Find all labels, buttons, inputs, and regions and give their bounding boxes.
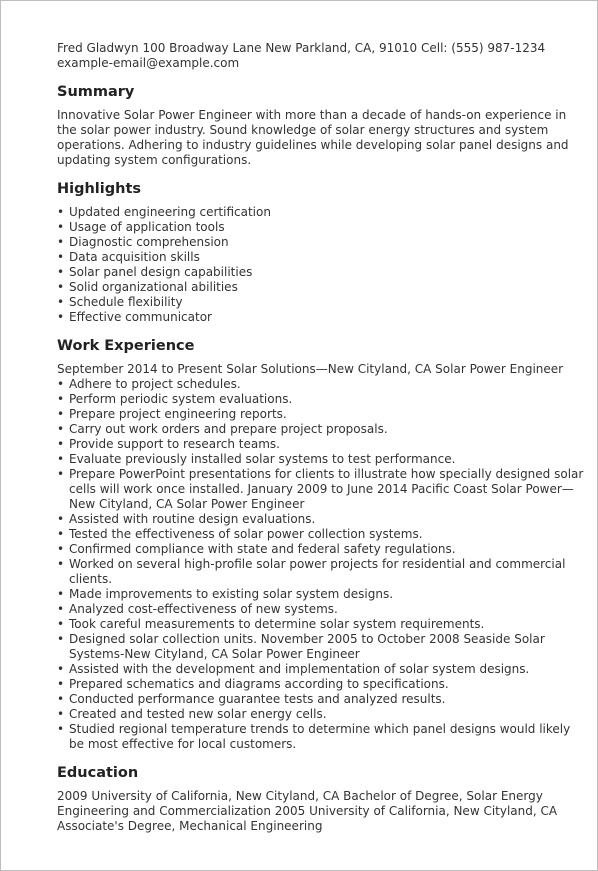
education-heading: Education [57, 765, 139, 781]
list-item: • Prepare PowerPoint presentations for clients to illustrate how specially designed solar cells will work once installed. January 2009 to June 2014 Pacific Coast Solar Power—New Cityland, CA Solar Power Engineer [57, 467, 585, 512]
list-item: • Assisted with routine design evaluations. [57, 512, 585, 527]
summary-text: Innovative Solar Power Engineer with more than a decade of hands-on experience in the solar power industry. Sound knowledge of solar energy structures and system operations. Adhering to industry guidelines while developing solar panel designs and updating system configurations. [57, 108, 569, 167]
list-item: • Provide support to research teams. [57, 437, 585, 452]
work-experience-heading: Work Experience [57, 338, 195, 354]
list-item: • Made improvements to existing solar system designs. [57, 587, 585, 602]
list-item: • Carry out work orders and prepare project proposals. [57, 422, 585, 437]
list-item: • Worked on several high-profile solar power projects for residential and commercial clients. [57, 557, 585, 587]
list-item: • Conducted performance guarantee tests and analyzed results. [57, 692, 585, 707]
education-text: 2009 University of California, New Cityland, CA Bachelor of Degree, Solar Energy Engineering and Commercialization 2005 University of California, New Cityland, CA Associate's Degree, Mechanical Engineering [57, 789, 558, 833]
list-item: • Solar panel design capabilities [57, 265, 585, 280]
list-item: • Evaluate previously installed solar systems to test performance. [57, 452, 585, 467]
highlights-list [57, 205, 585, 325]
list-item: • Updated engineering certification [57, 205, 585, 220]
list-item: • Tested the effectiveness of solar power collection systems. [57, 527, 585, 542]
job-header: September 2014 to Present Solar Solutions—New Cityland, CA Solar Power Engineer [57, 362, 564, 376]
highlights-heading: Highlights [57, 181, 142, 197]
list-item: • Took careful measurements to determine solar system requirements. [57, 617, 585, 632]
list-item: • Usage of application tools [57, 220, 585, 235]
list-item: • Adhere to project schedules. [57, 377, 585, 392]
list-item: • Schedule flexibility [57, 295, 585, 310]
list-item: • Confirmed compliance with state and federal safety regulations. [57, 542, 585, 557]
list-item: • Assisted with the development and implementation of solar system designs. [57, 662, 585, 677]
list-item: • Studied regional temperature trends to determine which panel designs would likely be most effective for local customers. [57, 722, 585, 752]
list-item: • Diagnostic comprehension [57, 235, 585, 250]
list-item: • Data acquisition skills [57, 250, 585, 265]
list-item: • Prepared schematics and diagrams according to specifications. [57, 677, 585, 692]
job-duties-list [57, 377, 585, 467]
list-item: • Analyzed cost-effectiveness of new systems. [57, 602, 585, 617]
job-duties-list [57, 662, 585, 722]
list-item: • Solid organizational abilities [57, 280, 585, 295]
list-item: • Designed solar collection units. November 2005 to October 2008 Seaside Solar Systems-New Cityland, CA Solar Power Engineer [57, 632, 585, 662]
resume-document [57, 41, 585, 834]
list-item: • Effective communicator [57, 310, 585, 325]
job-duties-list [57, 512, 585, 632]
contact-info: Fred Gladwyn 100 Broadway Lane New Parkland, CA, 91010 Cell: (555) 987-1234 example-email@example.com [57, 41, 546, 70]
list-item: • Prepare project engineering reports. [57, 407, 585, 422]
list-item: • Created and tested new solar energy cells. [57, 707, 585, 722]
summary-heading: Summary [57, 84, 135, 100]
list-item: • Perform periodic system evaluations. [57, 392, 585, 407]
